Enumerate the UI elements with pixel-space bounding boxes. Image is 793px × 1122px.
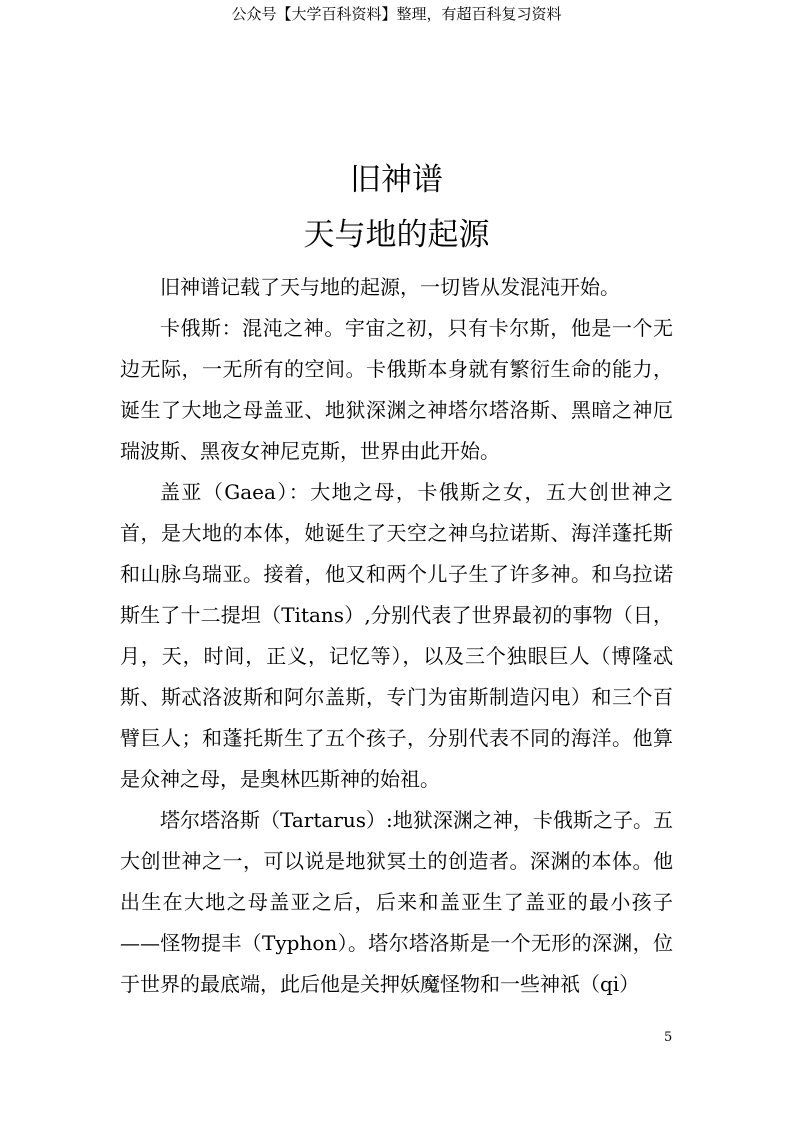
page-subtitle: 天与地的起源 [303,217,490,253]
paragraph: 塔尔塔洛斯（Tartarus）:地狱深渊之神，卡俄斯之子。五大创世神之一，可以说是地狱冥土的创造者。深渊的本体。他出生在大地之母盖亚之后，后来和盖亚生了盖亚的最小孩子——怪物提丰（Typhon）。塔尔塔洛斯是一个无形的深渊，位于世界的最底端，此后他是关押妖魔怪物和一些神祇（qi） [120,808,673,996]
paragraph: 旧神谱记载了天与地的起源，一切皆从发混沌开始。 [160,275,620,299]
page-title: 旧神谱 [350,162,443,198]
header-note: 公众号【大学百科资料】整理，有超百科复习资料 [231,5,562,23]
page-number: 5 [664,1030,673,1045]
paragraph: 卡俄斯：混沌之神。宇宙之初，只有卡尔斯，他是一个无边无际，一无所有的空间。卡俄斯本身就有繁衍生命的能力，诞生了大地之母盖亚、地狱深渊之神塔尔塔洛斯、黑暗之神厄瑞波斯、黑夜女神尼克斯，世界由此开始。 [120,316,673,463]
paragraph: 盖亚（Gaea）：大地之母，卡俄斯之女，五大创世神之首，是大地的本体，她诞生了天空之神乌拉诺斯、海洋蓬托斯和山脉乌瑞亚。接着，他又和两个儿子生了许多神。和乌拉诺斯生了十二提坦（Titans）,分别代表了世界最初的事物（日，月，天，时间，正义，记忆等），以及三个独眼巨人（博隆忒斯、斯忒洛波斯和阿尔盖斯，专门为宙斯制造闪电）和三个百臂巨人；和蓬托斯生了五个孩子，分别代表不同的海洋。他算是众神之母，是奥林匹斯神的始祖。 [120,480,673,791]
body-text [120,267,673,1005]
